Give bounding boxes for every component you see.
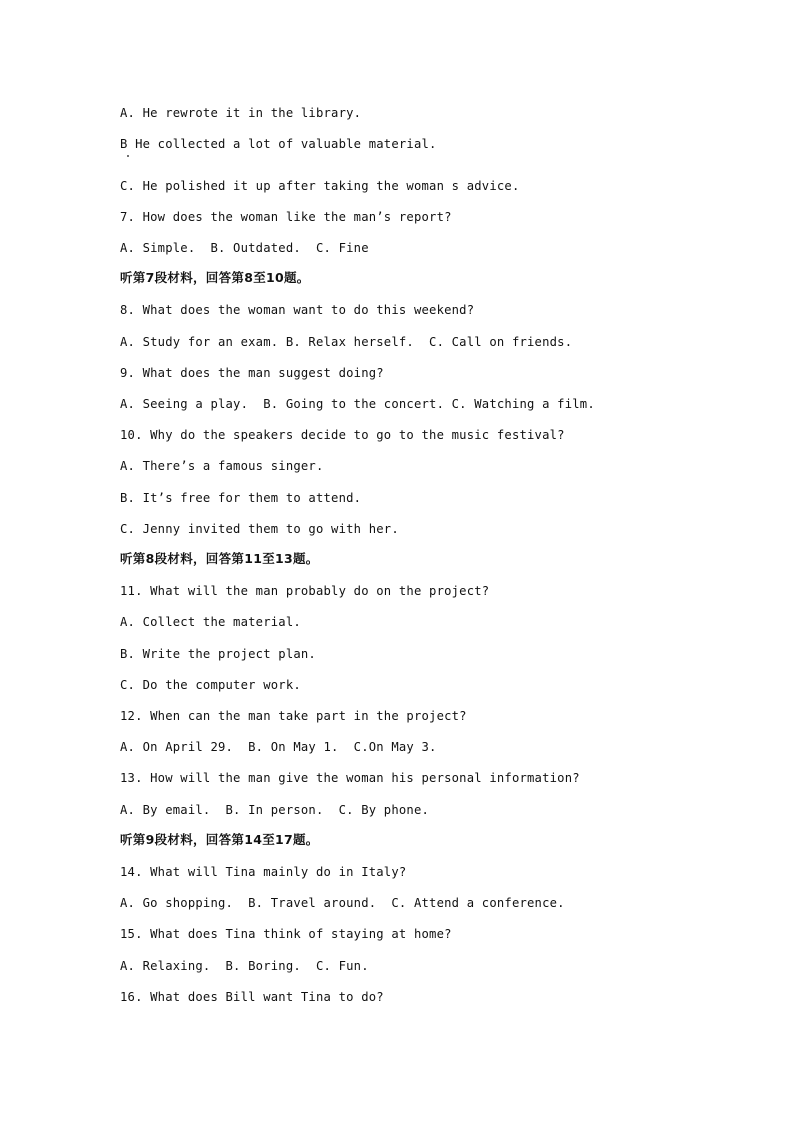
question-line: 15. What does Tina think of staying at home? bbox=[120, 927, 452, 941]
option-line: B. It’s free for them to attend. bbox=[120, 491, 362, 505]
section-heading: 听第8段材料，回答第11至13题。 bbox=[120, 551, 319, 566]
question-line: 14. What will Tina mainly do in Italy? bbox=[120, 865, 407, 879]
option-line: C. He polished it up after taking the woman s advice. bbox=[120, 179, 520, 193]
option-line: A. He rewrote it in the library. bbox=[120, 106, 362, 120]
option-line: A. Collect the material. bbox=[120, 615, 301, 629]
option-line: A. By email. B. In person. C. By phone. bbox=[120, 803, 430, 817]
section-heading: 听第7段材料，回答第8至10题。 bbox=[120, 270, 310, 285]
option-line: A. On April 29. B. On May 1. C.On May 3. bbox=[120, 740, 437, 754]
question-line: 13. How will the man give the woman his personal information? bbox=[120, 771, 580, 785]
option-line: A. Study for an exam. B. Relax herself. C. Call on friends. bbox=[120, 335, 573, 349]
option-line: A. There’s a famous singer. bbox=[120, 459, 324, 473]
section-heading: 听第9段材料，回答第14至17题。 bbox=[120, 832, 319, 847]
question-line: 8. What does the woman want to do this weekend? bbox=[120, 303, 475, 317]
question-line: 11. What will the man probably do on the project? bbox=[120, 584, 490, 598]
option-line: B He collected a lot of valuable material. bbox=[120, 137, 437, 151]
question-line: 16. What does Bill want Tina to do? bbox=[120, 990, 384, 1004]
option-line: A. Simple. B. Outdated. C. Fine bbox=[120, 241, 369, 255]
option-line: B. Write the project plan. bbox=[120, 647, 316, 661]
option-line: A. Go shopping. B. Travel around. C. Attend a conference. bbox=[120, 896, 565, 910]
option-line: A. Relaxing. B. Boring. C. Fun. bbox=[120, 959, 369, 973]
question-line: 7. How does the woman like the man’s report? bbox=[120, 210, 452, 224]
stray-mark bbox=[127, 155, 129, 157]
option-line: C. Do the computer work. bbox=[120, 678, 301, 692]
question-line: 9. What does the man suggest doing? bbox=[120, 366, 384, 380]
question-line: 12. When can the man take part in the project? bbox=[120, 709, 467, 723]
option-line: A. Seeing a play. B. Going to the concert. C. Watching a film. bbox=[120, 397, 595, 411]
question-line: 10. Why do the speakers decide to go to the music festival? bbox=[120, 428, 565, 442]
option-line: C. Jenny invited them to go with her. bbox=[120, 522, 399, 536]
